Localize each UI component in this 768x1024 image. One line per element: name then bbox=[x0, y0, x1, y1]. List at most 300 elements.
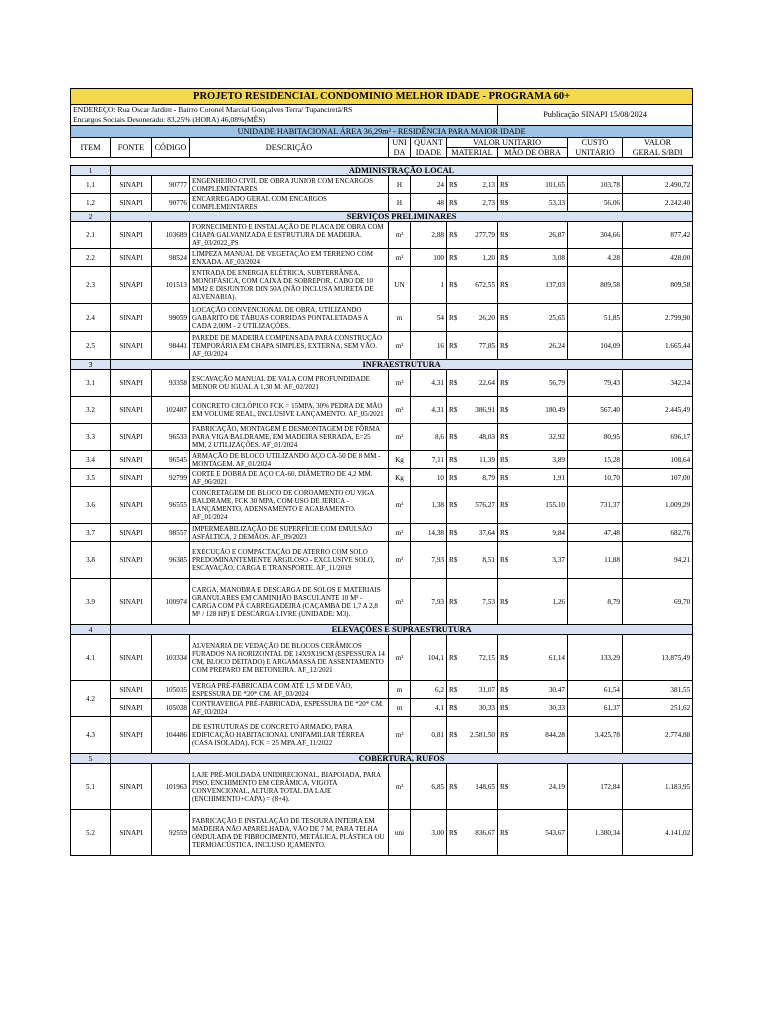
cell-quantidade: 14,38 bbox=[411, 524, 447, 542]
header-row-1 bbox=[71, 138, 693, 148]
cell-valor-geral: 94,21 bbox=[623, 542, 693, 579]
header-codigo: CÓDIGO bbox=[152, 138, 190, 158]
cell-custo-unitario: 15,28 bbox=[568, 451, 623, 469]
cell-unidade: m³ bbox=[389, 579, 411, 625]
cell-fonte: SINAPI bbox=[111, 810, 152, 856]
section-number: 3 bbox=[71, 360, 111, 370]
cell-quantidade: 104,1 bbox=[411, 635, 447, 681]
cell-custo-unitario: 1.380,34 bbox=[568, 810, 623, 856]
section-title: ELEVAÇÕES E SUPRAESTRUTURA bbox=[111, 625, 693, 635]
cell-currency-material: R$ bbox=[447, 194, 461, 212]
cell-unidade: H bbox=[389, 176, 411, 194]
cell-material: 8,79 bbox=[461, 469, 498, 487]
cell-unidade: Kg bbox=[389, 469, 411, 487]
section-row bbox=[71, 360, 693, 370]
cell-descricao: IMPERMEABILIZAÇÃO DE SUPERFÍCIE COM EMULSÃO ASFÁLTICA, 2 DEMÃOS. AF_09/2023 bbox=[190, 524, 389, 542]
header-descricao: DESCRIÇÃO bbox=[190, 138, 389, 158]
cell-currency-mao: R$ bbox=[498, 424, 512, 451]
cell-valor-geral: 428,00 bbox=[623, 249, 693, 267]
cell-currency-mao: R$ bbox=[498, 635, 512, 681]
header-valor-unitario: VALOR UNITARIO bbox=[447, 138, 568, 148]
header-item: ITEM bbox=[71, 138, 111, 158]
table-row bbox=[71, 332, 693, 360]
cell-currency-material: R$ bbox=[447, 222, 461, 249]
cell-mao-de-obra: 3,08 bbox=[512, 249, 568, 267]
header-unid-2: DA bbox=[389, 148, 411, 158]
cell-descricao: ESCAVAÇÃO MANUAL DE VALA COM PROFUNDIDADE MENOR OU IGUAL A 1,30 M. AF_02/2021 bbox=[190, 370, 389, 397]
unit-title: UNIDADE HABITACIONAL ÁREA 36,29m² - RESIDÊNCIA PARA MAIOR IDADE bbox=[71, 126, 693, 138]
cell-quantidade: 4,1 bbox=[411, 699, 447, 717]
cell-mao-de-obra: 26,24 bbox=[512, 332, 568, 360]
cell-codigo: 105038 bbox=[152, 699, 190, 717]
cell-currency-mao: R$ bbox=[498, 487, 512, 524]
cell-quantidade: 4,31 bbox=[411, 370, 447, 397]
cell-codigo: 96545 bbox=[152, 451, 190, 469]
table-row bbox=[71, 524, 693, 542]
cell-valor-geral: 69,70 bbox=[623, 579, 693, 625]
cell-valor-geral: 381,55 bbox=[623, 681, 693, 699]
cell-currency-mao: R$ bbox=[498, 699, 512, 717]
cell-fonte: SINAPI bbox=[111, 267, 152, 304]
cell-mao-de-obra: 9,84 bbox=[512, 524, 568, 542]
cell-quantidade: 8,6 bbox=[411, 424, 447, 451]
cell-currency-mao: R$ bbox=[498, 370, 512, 397]
cell-codigo: 102487 bbox=[152, 397, 190, 424]
cell-currency-material: R$ bbox=[447, 469, 461, 487]
cell-descricao: FABRICAÇÃO E INSTALAÇÃO DE TESOURA INTEIRA EM MADEIRA NÃO APARELHADA, VÃO DE 7 M, PARA TELHA ONDULADA DE FIBROCIMENTO, METÁLICA, PLÁSTICA OU TERMOACÚSTICA, INCLUSO IÇAMENTO. bbox=[190, 810, 389, 856]
cell-unidade: UN bbox=[389, 267, 411, 304]
cell-unidade: m bbox=[389, 699, 411, 717]
table-row bbox=[71, 451, 693, 469]
cell-codigo: 92559 bbox=[152, 810, 190, 856]
cell-unidade: m² bbox=[389, 332, 411, 360]
cell-fonte: SINAPI bbox=[111, 332, 152, 360]
cell-unidade: m³ bbox=[389, 542, 411, 579]
table-row bbox=[71, 222, 693, 249]
header-valor-1: VALOR bbox=[623, 138, 693, 148]
cell-mao-de-obra: 32,92 bbox=[512, 424, 568, 451]
cell-mao-de-obra: 101,65 bbox=[512, 176, 568, 194]
table-row bbox=[71, 699, 693, 717]
cell-descricao: FABRICAÇÃO, MONTAGEM E DESMONTAGEM DE FÔRMA PARA VIGA BALDRAME, EM MADEIRA SERRADA, E=25 MM, 2 UTILIZAÇÕES. AF_01/2024 bbox=[190, 424, 389, 451]
cell-fonte: SINAPI bbox=[111, 249, 152, 267]
cell-fonte: SINAPI bbox=[111, 304, 152, 332]
section-title: ADMINISTRAÇÃO LOCAL bbox=[111, 166, 693, 176]
cell-fonte: SINAPI bbox=[111, 397, 152, 424]
cell-quantidade: 4,31 bbox=[411, 397, 447, 424]
table-row bbox=[71, 397, 693, 424]
cell-codigo: 103689 bbox=[152, 222, 190, 249]
cell-item: 3.2 bbox=[71, 397, 111, 424]
cell-descricao: ARMAÇÃO DE BLOCO UTILIZANDO AÇO CA-50 DE 8 MM - MONTAGEM. AF_01/2024 bbox=[190, 451, 389, 469]
cell-custo-unitario: 80,95 bbox=[568, 424, 623, 451]
table-row bbox=[71, 424, 693, 451]
cell-item: 2.5 bbox=[71, 332, 111, 360]
cell-descricao: VERGA PRÉ-FABRICADA COM ATÉ 1,5 M DE VÃO, ESPESSURA DE *20* CM. AF_03/2024 bbox=[190, 681, 389, 699]
cell-fonte: SINAPI bbox=[111, 370, 152, 397]
cell-codigo: 96555 bbox=[152, 487, 190, 524]
cell-unidade: m bbox=[389, 681, 411, 699]
cell-quantidade: 7,93 bbox=[411, 542, 447, 579]
cell-codigo: 101963 bbox=[152, 764, 190, 810]
cell-descricao: ALVENARIA DE VEDAÇÃO DE BLOCOS CERÂMICOS FURADOS NA HORIZONTAL DE 14X9X19CM (ESPESSURA 14 CM, BLOCO DEITADO) E ARGAMASSA DE ASSENTAMENTO COM PREPARO EM BETONEIRA. AF_12/2021 bbox=[190, 635, 389, 681]
cell-material: 277,79 bbox=[461, 222, 498, 249]
table-row bbox=[71, 635, 693, 681]
cell-material: 2,73 bbox=[461, 194, 498, 212]
cell-descricao: PAREDE DE MADEIRA COMPENSADA PARA CONSTRUÇÃO TEMPORÁRIA EM CHAPA SIMPLES, EXTERNA, SEM VÃO. AF_03/2024 bbox=[190, 332, 389, 360]
cell-currency-material: R$ bbox=[447, 681, 461, 699]
cell-valor-geral: 1.009,29 bbox=[623, 487, 693, 524]
section-title: SERVIÇOS PRELIMINARES bbox=[111, 212, 693, 222]
table-row bbox=[71, 764, 693, 810]
section-number: 5 bbox=[71, 754, 111, 764]
cell-mao-de-obra: 1,26 bbox=[512, 579, 568, 625]
cell-descricao: ENGENHEIRO CIVIL DE OBRA JUNIOR COM ENCARGOS COMPLEMENTARES bbox=[190, 176, 389, 194]
cell-codigo: 96533 bbox=[152, 424, 190, 451]
cell-material: 2,13 bbox=[461, 176, 498, 194]
cell-currency-mao: R$ bbox=[498, 332, 512, 360]
cell-mao-de-obra: 1,91 bbox=[512, 469, 568, 487]
header-valor-2: GERAL S/BDI bbox=[623, 148, 693, 158]
cell-item: 2.1 bbox=[71, 222, 111, 249]
cell-item: 3.3 bbox=[71, 424, 111, 451]
cell-custo-unitario: 104,09 bbox=[568, 332, 623, 360]
cell-material: 26,20 bbox=[461, 304, 498, 332]
cell-codigo: 96385 bbox=[152, 542, 190, 579]
cell-descricao: ENTRADA DE ENERGIA ELÉTRICA, SUBTERRÂNEA, MONOFÁSICA, COM CAIXA DE SOBREPOR, CABO DE 10 MM2 E DISJUNTOR DIN 50A (NÃO INCLUSA MURETA DE ALVENARIA). bbox=[190, 267, 389, 304]
header-quant-1: QUANT bbox=[411, 138, 447, 148]
cell-quantidade: 100 bbox=[411, 249, 447, 267]
cell-custo-unitario: 4,28 bbox=[568, 249, 623, 267]
cell-descricao: LIMPEZA MANUAL DE VEGETAÇÃO EM TERRENO COM ENXADA. AF_03/2024 bbox=[190, 249, 389, 267]
cell-unidade: m³ bbox=[389, 397, 411, 424]
cell-custo-unitario: 56,06 bbox=[568, 194, 623, 212]
cell-fonte: SINAPI bbox=[111, 579, 152, 625]
cell-custo-unitario: 731,37 bbox=[568, 487, 623, 524]
cell-material: 30,33 bbox=[461, 699, 498, 717]
cell-quantidade: 1,38 bbox=[411, 487, 447, 524]
cell-valor-geral: 877,42 bbox=[623, 222, 693, 249]
cell-codigo: 98441 bbox=[152, 332, 190, 360]
cell-quantidade: 6,85 bbox=[411, 764, 447, 810]
cell-currency-mao: R$ bbox=[498, 267, 512, 304]
cell-codigo: 104486 bbox=[152, 717, 190, 754]
cell-quantidade: 10 bbox=[411, 469, 447, 487]
cell-material: 77,85 bbox=[461, 332, 498, 360]
cell-fonte: SINAPI bbox=[111, 176, 152, 194]
cell-quantidade: 2,88 bbox=[411, 222, 447, 249]
section-row bbox=[71, 625, 693, 635]
cell-currency-material: R$ bbox=[447, 542, 461, 579]
cell-mao-de-obra: 61,14 bbox=[512, 635, 568, 681]
cell-currency-mao: R$ bbox=[498, 194, 512, 212]
publication-text: Publicação SINAPI 15/08/2024 bbox=[498, 105, 693, 126]
cell-currency-mao: R$ bbox=[498, 397, 512, 424]
cell-unidade: m³ bbox=[389, 487, 411, 524]
cell-mao-de-obra: 3,89 bbox=[512, 451, 568, 469]
cell-item: 3.9 bbox=[71, 579, 111, 625]
cell-currency-mao: R$ bbox=[498, 764, 512, 810]
cell-unidade: uni bbox=[389, 810, 411, 856]
cell-material: 2.581,50 bbox=[461, 717, 498, 754]
cell-material: 37,64 bbox=[461, 524, 498, 542]
table-row bbox=[71, 176, 693, 194]
table-row bbox=[71, 487, 693, 524]
cell-mao-de-obra: 26,87 bbox=[512, 222, 568, 249]
cell-unidade: m² bbox=[389, 524, 411, 542]
cell-currency-mao: R$ bbox=[498, 579, 512, 625]
cell-custo-unitario: 809,58 bbox=[568, 267, 623, 304]
cell-unidade: m² bbox=[389, 635, 411, 681]
cell-mao-de-obra: 53,33 bbox=[512, 194, 568, 212]
cell-valor-geral: 2.242,40 bbox=[623, 194, 693, 212]
table-body bbox=[71, 89, 693, 856]
cell-item: 3.6 bbox=[71, 487, 111, 524]
cell-quantidade: 3,00 bbox=[411, 810, 447, 856]
cell-valor-geral: 1.183,95 bbox=[623, 764, 693, 810]
cell-material: 1,20 bbox=[461, 249, 498, 267]
cell-unidade: m bbox=[389, 304, 411, 332]
cell-currency-mao: R$ bbox=[498, 810, 512, 856]
cell-currency-material: R$ bbox=[447, 332, 461, 360]
cell-mao-de-obra: 56,79 bbox=[512, 370, 568, 397]
cell-custo-unitario: 103,78 bbox=[568, 176, 623, 194]
header-mao-de-obra: MÃO DE OBRA bbox=[498, 148, 568, 158]
cell-descricao: LAJE PRÉ-MOLDADA UNIDIRECIONAL, BIAPOIADA, PARA PISO, ENCHIMENTO EM CERÂMICA, VIGOTA CONVENCIONAL, ALTURA TOTAL DA LAJE (ENCHIMENTO+CAPA) = (8+4). bbox=[190, 764, 389, 810]
cell-fonte: SINAPI bbox=[111, 451, 152, 469]
cell-quantidade: 54 bbox=[411, 304, 447, 332]
cell-codigo: 103334 bbox=[152, 635, 190, 681]
cell-custo-unitario: 47,48 bbox=[568, 524, 623, 542]
cell-quantidade: 1 bbox=[411, 267, 447, 304]
cell-currency-material: R$ bbox=[447, 176, 461, 194]
table-row bbox=[71, 469, 693, 487]
section-number: 4 bbox=[71, 625, 111, 635]
cell-material: 48,03 bbox=[461, 424, 498, 451]
cell-custo-unitario: 567,40 bbox=[568, 397, 623, 424]
cell-currency-mao: R$ bbox=[498, 469, 512, 487]
cell-item: 1.2 bbox=[71, 194, 111, 212]
cell-currency-material: R$ bbox=[447, 717, 461, 754]
cell-material: 8,51 bbox=[461, 542, 498, 579]
cell-codigo: 92799 bbox=[152, 469, 190, 487]
cell-valor-geral: 2.799,90 bbox=[623, 304, 693, 332]
cell-fonte: SINAPI bbox=[111, 524, 152, 542]
cell-fonte: SINAPI bbox=[111, 487, 152, 524]
table-row bbox=[71, 681, 693, 699]
cell-fonte: SINAPI bbox=[111, 764, 152, 810]
cell-valor-geral: 2.774,88 bbox=[623, 717, 693, 754]
cell-valor-geral: 251,62 bbox=[623, 699, 693, 717]
cell-mao-de-obra: 543,67 bbox=[512, 810, 568, 856]
cell-material: 7,53 bbox=[461, 579, 498, 625]
cell-item: 3.8 bbox=[71, 542, 111, 579]
table-row bbox=[71, 370, 693, 397]
cell-item: 2.4 bbox=[71, 304, 111, 332]
cell-codigo: 98557 bbox=[152, 524, 190, 542]
cell-fonte: SINAPI bbox=[111, 424, 152, 451]
section-row bbox=[71, 754, 693, 764]
cell-unidade: m³ bbox=[389, 717, 411, 754]
cell-fonte: SINAPI bbox=[111, 681, 152, 699]
table-row bbox=[71, 542, 693, 579]
cell-codigo: 99059 bbox=[152, 304, 190, 332]
cell-currency-material: R$ bbox=[447, 370, 461, 397]
cell-descricao: ENCARREGADO GERAL COM ENCARGOS COMPLEMENTARES bbox=[190, 194, 389, 212]
title-row bbox=[71, 89, 693, 105]
cell-valor-geral: 108,64 bbox=[623, 451, 693, 469]
cell-currency-mao: R$ bbox=[498, 304, 512, 332]
cell-currency-material: R$ bbox=[447, 764, 461, 810]
cell-codigo: 90777 bbox=[152, 176, 190, 194]
cell-item: 3.5 bbox=[71, 469, 111, 487]
cell-fonte: SINAPI bbox=[111, 542, 152, 579]
cell-custo-unitario: 8,79 bbox=[568, 579, 623, 625]
section-row bbox=[71, 212, 693, 222]
header-material: MATERIAL bbox=[447, 148, 498, 158]
table-row bbox=[71, 194, 693, 212]
cell-currency-material: R$ bbox=[447, 699, 461, 717]
cell-currency-material: R$ bbox=[447, 579, 461, 625]
cell-quantidade: 24 bbox=[411, 176, 447, 194]
charges-text: Encargos Sociais Desonerado: 83,25% (HORA) 46,08%(MÊS) bbox=[71, 115, 498, 126]
cell-codigo: 100974 bbox=[152, 579, 190, 625]
cell-currency-material: R$ bbox=[447, 451, 461, 469]
header-fonte: FONTE bbox=[111, 138, 152, 158]
cell-quantidade: 7,93 bbox=[411, 579, 447, 625]
cell-valor-geral: 2.490,72 bbox=[623, 176, 693, 194]
cell-currency-material: R$ bbox=[447, 249, 461, 267]
cell-unidade: Kg bbox=[389, 451, 411, 469]
cell-item: 3.4 bbox=[71, 451, 111, 469]
table-row bbox=[71, 249, 693, 267]
cell-descricao: CARGA, MANOBRA E DESCARGA DE SOLOS E MATERIAIS GRANULARES EM CAMINHÃO BASCULANTE 10 M³ - CARGA COM PÁ CARREGADEIRA (CAÇAMBA DE 1,7 A 2,8 M³ / 128 HP) E DESCARGA LIVRE (UNIDADE: M3). bbox=[190, 579, 389, 625]
cell-valor-geral: 13.875,49 bbox=[623, 635, 693, 681]
cell-fonte: SINAPI bbox=[111, 194, 152, 212]
cell-currency-material: R$ bbox=[447, 524, 461, 542]
cell-material: 148,65 bbox=[461, 764, 498, 810]
cell-unidade: m² bbox=[389, 249, 411, 267]
cell-material: 672,55 bbox=[461, 267, 498, 304]
cell-valor-geral: 682,76 bbox=[623, 524, 693, 542]
cell-currency-mao: R$ bbox=[498, 176, 512, 194]
cell-descricao: EXECUÇÃO E COMPACTAÇÃO DE ATERRO COM SOLO PREDOMINANTEMENTE ARGILOSO - EXCLUSIVE SOLO, ESCAVAÇÃO, CARGA E TRANSPORTE. AF_11/2019 bbox=[190, 542, 389, 579]
table-row bbox=[71, 267, 693, 304]
cell-currency-mao: R$ bbox=[498, 542, 512, 579]
section-number: 2 bbox=[71, 212, 111, 222]
table-row bbox=[71, 579, 693, 625]
cell-item: 5.2 bbox=[71, 810, 111, 856]
cell-fonte: SINAPI bbox=[111, 635, 152, 681]
cell-custo-unitario: 172,84 bbox=[568, 764, 623, 810]
address-text: ENDEREÇO: Rua Oscar Jardim - Bairro Coronel Marcial Gonçalves Terra/ Tupanciretã/RS bbox=[71, 105, 498, 116]
cell-currency-mao: R$ bbox=[498, 451, 512, 469]
cell-material: 386,91 bbox=[461, 397, 498, 424]
cell-material: 72,15 bbox=[461, 635, 498, 681]
cell-custo-unitario: 61,54 bbox=[568, 681, 623, 699]
cell-custo-unitario: 304,66 bbox=[568, 222, 623, 249]
cell-valor-geral: 809,58 bbox=[623, 267, 693, 304]
cell-unidade: m² bbox=[389, 424, 411, 451]
cell-mao-de-obra: 25,65 bbox=[512, 304, 568, 332]
cell-descricao: DE ESTRUTURAS DE CONCRETO ARMADO, PARA EDIFICAÇÃO HABITACIONAL UNIFAMILIAR TÉRREA (CASA ISOLADA), FCK = 25 MPA.AF_11/2022 bbox=[190, 717, 389, 754]
cell-descricao: CONTRAVERGA PRÉ-FABRICADA, ESPESSURA DE *20* CM. AF_03/2024 bbox=[190, 699, 389, 717]
cell-item: 3.7 bbox=[71, 524, 111, 542]
cell-material: 31,07 bbox=[461, 681, 498, 699]
cell-unidade: m² bbox=[389, 764, 411, 810]
unit-row bbox=[71, 126, 693, 138]
cell-mao-de-obra: 24,19 bbox=[512, 764, 568, 810]
cell-descricao: CONCRETAGEM DE BLOCO DE COROAMENTO OU VIGA BALDRAME, FCK 30 MPA, COM USO DE JERICA - LANÇAMENTO, ADENSAMENTO E ACABAMENTO. AF_01/2024 bbox=[190, 487, 389, 524]
cell-quantidade: 48 bbox=[411, 194, 447, 212]
cell-currency-material: R$ bbox=[447, 810, 461, 856]
page-title: PROJETO RESIDENCIAL CONDOMINIO MELHOR IDADE - PROGRAMA 60+ bbox=[71, 89, 693, 105]
cell-custo-unitario: 3.425,78 bbox=[568, 717, 623, 754]
cell-mao-de-obra: 137,03 bbox=[512, 267, 568, 304]
cell-descricao: FORNECIMENTO E INSTALAÇÃO DE PLACA DE OBRA COM CHAPA GALVANIZADA E ESTRUTURA DE MADEIRA. AF_03/2022_PS bbox=[190, 222, 389, 249]
cell-item: 5.1 bbox=[71, 764, 111, 810]
cell-currency-material: R$ bbox=[447, 304, 461, 332]
cell-valor-geral: 2.445,49 bbox=[623, 397, 693, 424]
cell-mao-de-obra: 30,47 bbox=[512, 681, 568, 699]
cell-currency-mao: R$ bbox=[498, 222, 512, 249]
cell-custo-unitario: 10,70 bbox=[568, 469, 623, 487]
cell-material: 11,39 bbox=[461, 451, 498, 469]
budget-table bbox=[70, 88, 693, 856]
cell-item: 4.3 bbox=[71, 717, 111, 754]
cell-valor-geral: 696,17 bbox=[623, 424, 693, 451]
cell-fonte: SINAPI bbox=[111, 222, 152, 249]
cell-unidade: m² bbox=[389, 222, 411, 249]
cell-currency-mao: R$ bbox=[498, 524, 512, 542]
cell-currency-material: R$ bbox=[447, 424, 461, 451]
cell-material: 576,27 bbox=[461, 487, 498, 524]
cell-valor-geral: 342,34 bbox=[623, 370, 693, 397]
cell-codigo: 101513 bbox=[152, 267, 190, 304]
budget-sheet bbox=[70, 88, 692, 856]
cell-item: 4.1 bbox=[71, 635, 111, 681]
cell-item: 1.1 bbox=[71, 176, 111, 194]
cell-valor-geral: 4.141,02 bbox=[623, 810, 693, 856]
cell-currency-material: R$ bbox=[447, 635, 461, 681]
section-title: COBERTURA, RUFOS bbox=[111, 754, 693, 764]
section-row bbox=[71, 166, 693, 176]
cell-currency-material: R$ bbox=[447, 267, 461, 304]
cell-valor-geral: 1.665,44 bbox=[623, 332, 693, 360]
section-number: 1 bbox=[71, 166, 111, 176]
cell-codigo: 93358 bbox=[152, 370, 190, 397]
cell-fonte: SINAPI bbox=[111, 717, 152, 754]
cell-quantidade: 16 bbox=[411, 332, 447, 360]
header-unid-1: UNI bbox=[389, 138, 411, 148]
cell-quantidade: 7,11 bbox=[411, 451, 447, 469]
spacer-row bbox=[71, 158, 693, 166]
cell-item: 2.3 bbox=[71, 267, 111, 304]
cell-valor-geral: 107,00 bbox=[623, 469, 693, 487]
cell-custo-unitario: 51,85 bbox=[568, 304, 623, 332]
info-row bbox=[71, 105, 693, 116]
cell-material: 836,67 bbox=[461, 810, 498, 856]
cell-custo-unitario: 79,43 bbox=[568, 370, 623, 397]
cell-codigo: 98524 bbox=[152, 249, 190, 267]
cell-fonte: SINAPI bbox=[111, 469, 152, 487]
cell-codigo: 105035 bbox=[152, 681, 190, 699]
cell-currency-material: R$ bbox=[447, 487, 461, 524]
cell-custo-unitario: 11,88 bbox=[568, 542, 623, 579]
cell-currency-mao: R$ bbox=[498, 717, 512, 754]
cell-descricao: LOCAÇÃO CONVENCIONAL DE OBRA, UTILIZANDO GABARITO DE TÁBUAS CORRIDAS PONTALETADAS A CADA 2,00M - 2 UTILIZAÇÕES. bbox=[190, 304, 389, 332]
cell-quantidade: 0,81 bbox=[411, 717, 447, 754]
